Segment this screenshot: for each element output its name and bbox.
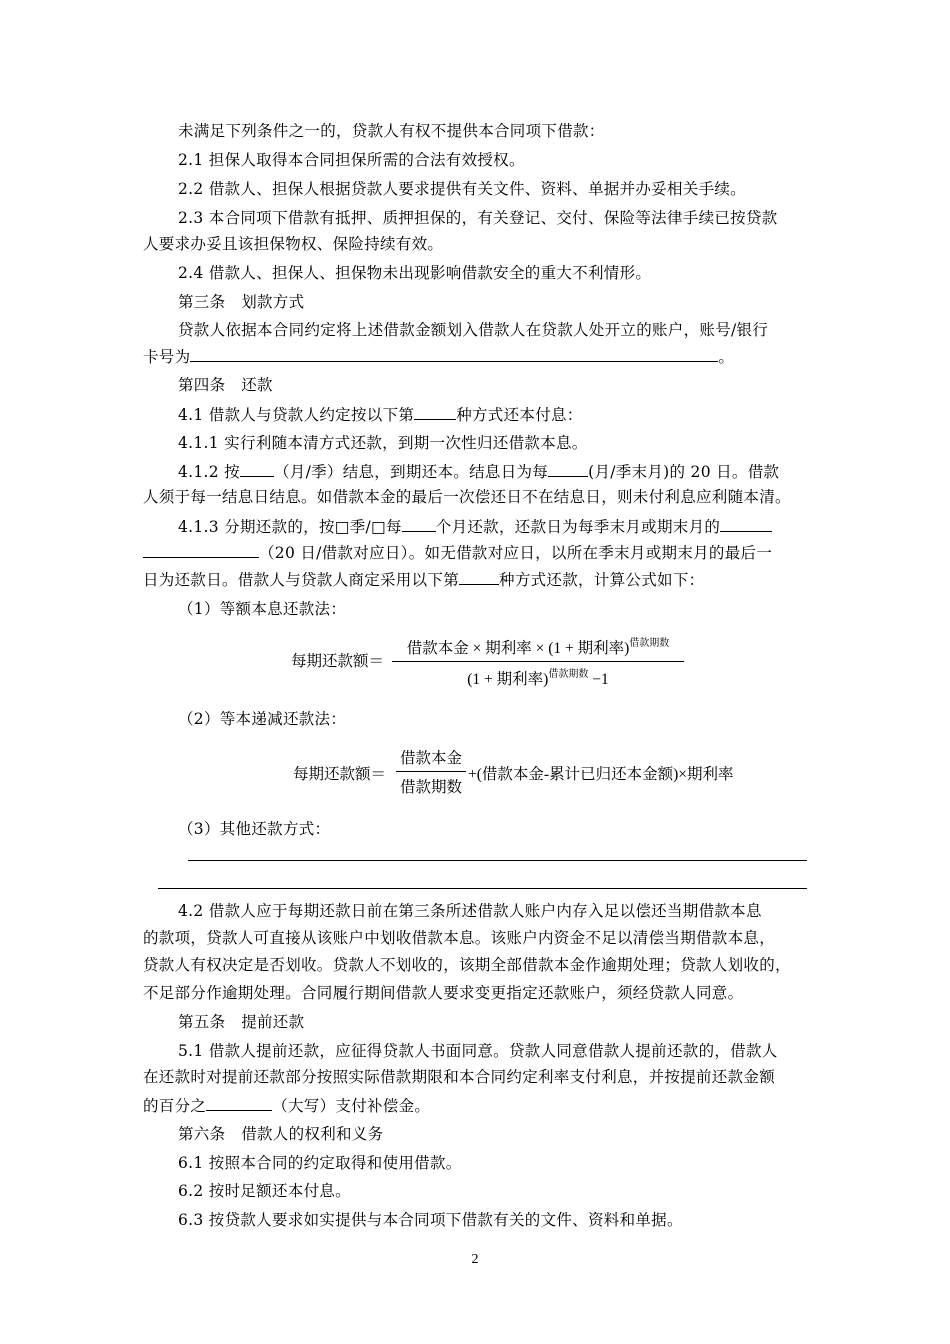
interest-month-blank[interactable]: [548, 460, 588, 477]
clause-4-2-cont-1: 的款项，贷款人可直接从该账户中划收借款本息。该账户内资金不足以清偿当期借款本息，: [143, 929, 776, 947]
clause-4-1-2-text-mid: （月/季）结息，到期还本。结息日为每: [273, 463, 549, 481]
formula-2-denominator: 借款期数: [399, 779, 462, 796]
clause-2-3-cont: 人要求办妥且该担保物权、保险持续有效。: [143, 235, 444, 253]
clause-4-1-3: [178, 515, 772, 538]
clause-4-2-cont-3: 不足部分作逾期处理。合同履行期间借款人要求变更指定还款账户，须经贷款人同意。: [143, 984, 744, 1002]
formula-declining-principal: [293, 746, 793, 806]
method-choice-blank[interactable]: [414, 403, 456, 420]
formula-1-den-minus: −1: [588, 671, 609, 688]
compensation-percent-blank[interactable]: [206, 1094, 272, 1111]
clause-4-1-text-end: 种方式还本付息：: [456, 406, 583, 424]
installment-months-blank[interactable]: [402, 515, 436, 532]
other-method-blank-1[interactable]: [188, 860, 807, 861]
formula-2-lhs: 每期还款额＝: [293, 766, 387, 783]
formula-1-den-text: (1 + 期利率): [467, 671, 549, 688]
clause-6-3: 6.3 按贷款人要求如实提供与本合同项下借款有关的文件、资料和单据。: [178, 1211, 683, 1229]
formula-1-denominator: [392, 665, 684, 689]
clause-4-1-2-cont: 人须于每一结息日结息。如借款本金的最后一次偿还日不在结息日，则未付利息应利随本清。: [143, 488, 791, 506]
clause-2-3: 2.3 本合同项下借款有抵押、质押担保的，有关登记、交付、保险等法律手续已按贷款: [178, 209, 778, 227]
formula-2-bar: [396, 771, 466, 772]
clause-5-1: 5.1 借款人提前还款，应征得贷款人书面同意。贷款人同意借款人提前还款的，借款人: [178, 1042, 778, 1060]
clause-4-1-3-cont: [143, 541, 772, 564]
page-number: 2: [471, 1252, 479, 1267]
clause-4-1-3-text: 4.1.3 分期还款的，按□季/□每: [178, 518, 402, 536]
clause-4-1: [178, 403, 583, 426]
article-3-heading: 第三条 划款方式: [178, 293, 305, 311]
clause-4-1-text: 4.1 借款人与贷款人约定按以下第: [178, 406, 415, 424]
formula-choice-blank[interactable]: [459, 568, 499, 585]
clause-4-1-2: [178, 460, 779, 483]
clause-5-1-cont-2-text: 的百分之: [143, 1097, 207, 1115]
clause-4-1-2-text: 4.1.2 按: [178, 463, 240, 481]
clause-4-1-3-cont2-text: 日为还款日。借款人与贷款人商定采用以下第: [143, 571, 460, 589]
clause-4-1-3-cont-text: （20 日/借款对应日）。如无借款对应日，以所在季末月或期末月的最后一: [259, 544, 773, 562]
other-method-blank-2[interactable]: [158, 888, 807, 889]
clause-4-1-2-text-end: (月/季末月)的 20 日。借款: [588, 463, 780, 481]
article-5-heading: 第五条 提前还款: [178, 1013, 305, 1031]
article-6-heading: 第六条 借款人的权利和义务: [178, 1125, 384, 1143]
clause-2-2: 2.2 借款人、担保人根据贷款人要求提供有关文件、资料、单据并办妥相关手续。: [178, 180, 746, 198]
method-2-label: （2）等本递减还款法：: [178, 710, 347, 728]
clause-6-1: 6.1 按照本合同的约定取得和使用借款。: [178, 1154, 462, 1172]
repayment-day-blank[interactable]: [720, 515, 772, 532]
formula-1-den-exp: 借款期数: [548, 669, 589, 680]
period-mark: 。: [718, 348, 735, 366]
formula-2-rest: +(借款本金-累计已归还本金额)×期利率: [468, 766, 734, 783]
clause-4-2: 4.2 借款人应于每期还款日前在第三条所述借款人账户内存入足以偿还当期借款本息: [178, 902, 762, 920]
clause-intro: 未满足下列条件之一的，贷款人有权不提供本合同项下借款：: [178, 122, 605, 140]
interest-period-blank[interactable]: [240, 460, 274, 477]
clause-5-1-cont-2-end: （大写）支付补偿金。: [272, 1097, 431, 1115]
article-3-text: 贷款人依据本合同约定将上述借款金额划入借款人在贷款人处开立的账户，账号/银行: [178, 321, 769, 339]
method-3-label: （3）其他还款方式：: [178, 820, 331, 838]
method-1-label: （1）等额本息还款法：: [178, 600, 347, 618]
clause-2-1: 2.1 担保人取得本合同担保所需的合法有效授权。: [178, 151, 525, 169]
article-4-heading: 第四条 还款: [178, 376, 273, 394]
clause-4-2-cont-2: 贷款人有权决定是否划收。贷款人不划收的，该期全部借款本金作逾期处理；贷款人划收的，: [143, 956, 791, 974]
formula-2-numerator: 借款本金: [400, 750, 463, 767]
repayment-day-blank-cont[interactable]: [143, 541, 259, 558]
formula-1-fraction: [392, 634, 684, 689]
clause-4-1-1: 4.1.1 实行利随本清方式还款，到期一次性归还借款本息。: [178, 434, 588, 452]
clause-2-4: 2.4 借款人、担保人、担保物未出现影响借款安全的重大不利情形。: [178, 264, 652, 282]
formula-1-num-exp: 借款期数: [629, 638, 670, 649]
clause-4-1-3-cont2: [143, 568, 704, 591]
clause-5-1-cont-1: 在还款时对提前还款部分按照实际借款期限和本合同约定利率支付利息，并按提前还款金额: [143, 1068, 776, 1086]
account-number-line: [143, 345, 734, 368]
formula-1-bar: [392, 661, 684, 662]
formula-1-num-text: 借款本金 × 期利率 × (1 + 期利率): [406, 640, 630, 657]
formula-equal-installment: [291, 634, 711, 694]
formula-2-fraction: [396, 746, 466, 797]
clause-4-1-3-text-mid: 个月还款，还款日为每季末月或期末月的: [435, 518, 721, 536]
formula-1-lhs: 每期还款额＝: [291, 653, 385, 670]
account-number-blank[interactable]: [190, 345, 718, 362]
formula-1-numerator: [392, 634, 684, 658]
clause-6-2: 6.2 按时足额还本付息。: [178, 1182, 351, 1200]
account-label: 卡号为: [143, 348, 191, 366]
clause-4-1-3-cont2-end: 种方式还款，计算公式如下：: [499, 571, 705, 589]
clause-5-1-cont-2: [143, 1094, 430, 1117]
